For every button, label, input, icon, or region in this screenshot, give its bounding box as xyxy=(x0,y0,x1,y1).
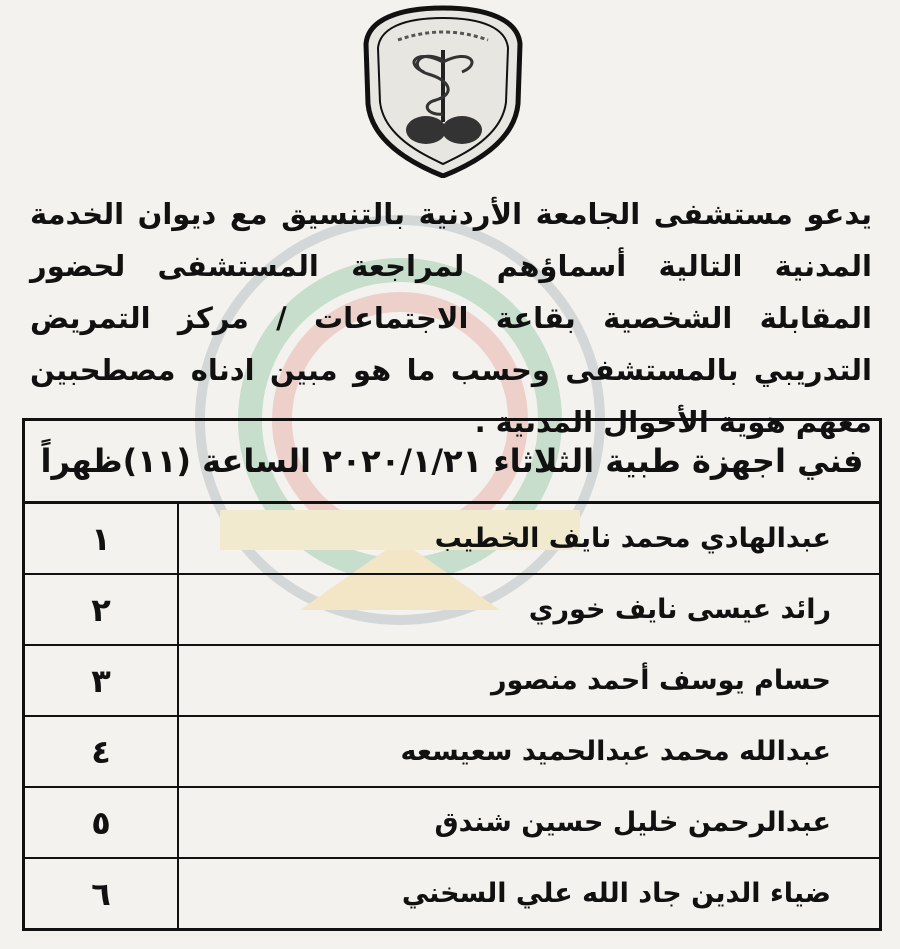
table-row xyxy=(24,503,881,575)
row-number: ٢ xyxy=(24,574,179,645)
candidate-name: عبدالله محمد عبدالحميد سعيسعه xyxy=(178,716,881,787)
row-number: ٥ xyxy=(24,787,179,858)
candidate-name: عبدالرحمن خليل حسين شندق xyxy=(178,787,881,858)
candidate-name: حسام يوسف أحمد منصور xyxy=(178,645,881,716)
table-header: فني اجهزة طبية الثلاثاء ٢٠٢٠/١/٢١ الساعة (١١)ظهراً xyxy=(24,420,881,503)
candidate-name: عبدالهادي محمد نايف الخطيب xyxy=(178,503,881,575)
notice-paragraph: يدعو مستشفى الجامعة الأردنية بالتنسيق مع ديوان الخدمة المدنية التالية أسماؤهم لمراجعة المستشفى لحضور المقابلة الشخصية بقاعة الاجتماعات / مركز التمريض التدريبي بالمستشفى وحسب ما هو مبين ادناه مصطحبين معهم هوية الأحوال المدنية . xyxy=(30,197,872,439)
candidate-name: رائد عيسى نايف خوري xyxy=(178,574,881,645)
row-number: ١ xyxy=(24,503,179,575)
table-row xyxy=(24,645,881,716)
row-number: ٤ xyxy=(24,716,179,787)
candidate-name: ضياء الدين جاد الله علي السخني xyxy=(178,858,881,930)
table-row xyxy=(24,787,881,858)
table-row xyxy=(24,858,881,930)
table-row xyxy=(24,716,881,787)
row-number: ٣ xyxy=(24,645,179,716)
schedule-table xyxy=(22,418,882,931)
hospital-logo xyxy=(358,4,528,178)
table-row xyxy=(24,574,881,645)
row-number: ٦ xyxy=(24,858,179,930)
